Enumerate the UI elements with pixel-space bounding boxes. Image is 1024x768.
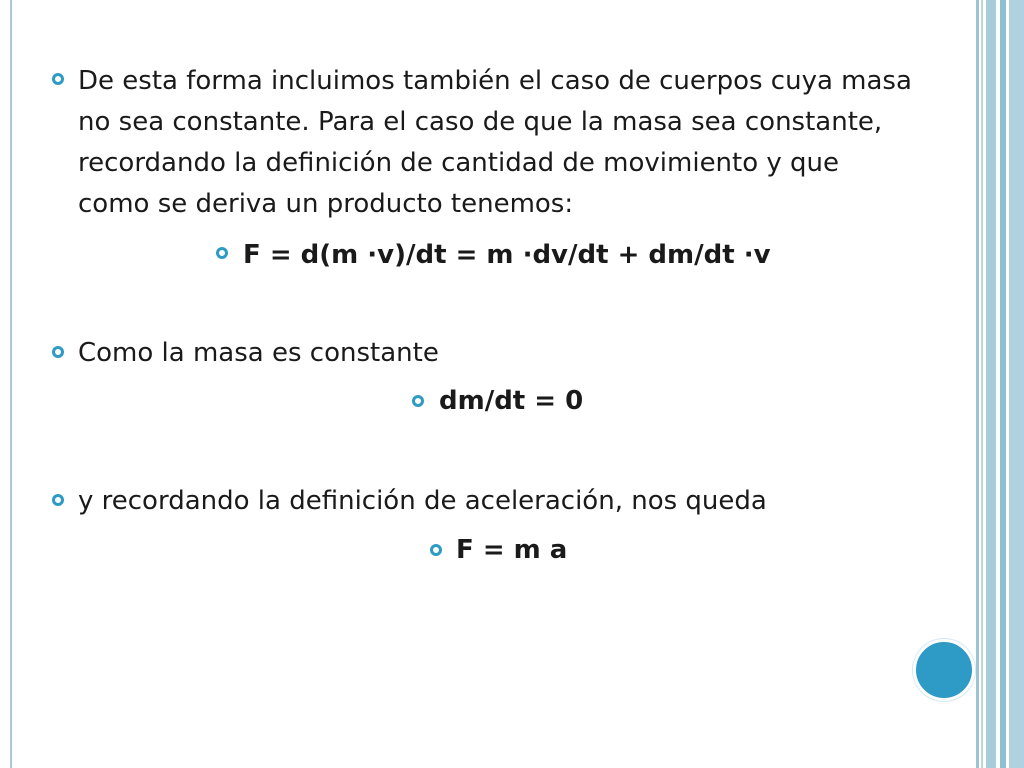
paragraph-line: De esta forma incluimos también el caso de cuerpos cuya masa: [78, 66, 912, 96]
ring-bullet-icon: [52, 494, 64, 506]
statement-mass-constant: Como la masa es constante: [78, 338, 439, 368]
formula-f-equals-ma: F = m a: [456, 535, 568, 565]
right-decorative-stripes: [976, 0, 1024, 768]
paragraph-line: no sea constante. Para el caso de que la masa sea constante,: [78, 107, 883, 137]
left-border-line: [10, 0, 12, 768]
blue-circle-decoration: [913, 639, 975, 701]
statement-acceleration: y recordando la definición de aceleración, nos queda: [78, 486, 767, 516]
formula-dm-dt-zero: dm/dt = 0: [439, 386, 584, 416]
ring-bullet-icon: [430, 544, 442, 556]
ring-bullet-icon: [412, 395, 424, 407]
paragraph-line: como se deriva un producto tenemos:: [78, 189, 574, 219]
paragraph-line: recordando la definición de cantidad de movimiento y que: [78, 148, 840, 178]
ring-bullet-icon: [52, 73, 64, 85]
ring-bullet-icon: [216, 247, 228, 259]
stripe: [986, 0, 996, 768]
formula-newton-derivative: F = d(m ·v)/dt = m ·dv/dt + dm/dt ·v: [243, 240, 771, 270]
stripe: [1009, 0, 1024, 768]
ring-bullet-icon: [52, 346, 64, 358]
